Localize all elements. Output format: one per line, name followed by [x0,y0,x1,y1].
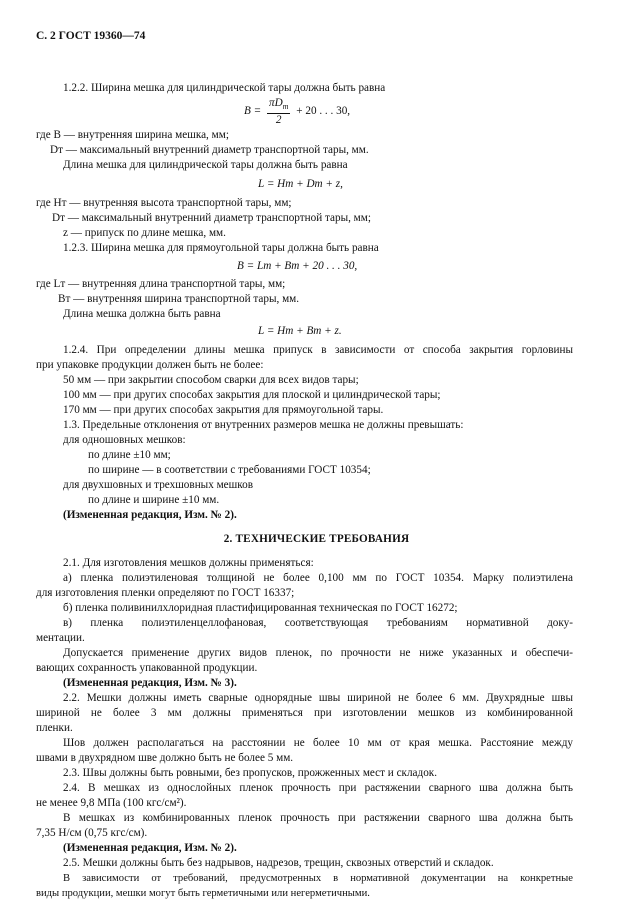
clause-2-2-line-2: шириной не более 3 мм должны применяться при изготовлении мешков из комбинированной [36,707,573,719]
amendment-note-1: (Измененная редакция, Изм. № 2). [63,509,237,521]
length-cylindrical: Длина мешка для цилиндрической тары должна быть равна [63,159,348,171]
tolerance-width: по ширине — в соответствии с требованиями ГОСТ 10354; [88,464,371,476]
clause-1-3: 1.3. Предельные отклонения от внутренних размеров мешка не должны превышать: [63,419,464,431]
clause-2-1-d-line-1: Допускается применение других видов пленок, по прочности не ниже указанных и обеспечи- [63,647,573,659]
clause-2-1-a-line-1: а) пленка полиэтиленовая толщиной не более 0,100 мм по ГОСТ 10354. Марку полиэтилена [63,572,573,584]
clause-2-2-b-line-1: Шов должен располагаться на расстоянии не более 10 мм от края мешка. Расстояние между [63,737,573,749]
clause-2-2-b-line-2: швами в двухрядном шве должно быть не более 5 мм. [36,752,294,764]
def1-line-2: Dт — максимальный внутренний диаметр транспортной тары, мм. [50,144,369,156]
double-seam-bags: для двухшовных и трехшовных мешков [63,479,253,491]
page-header: С. 2 ГОСТ 19360—74 [36,30,146,42]
clause-2-1-c-line-2: ментации. [36,632,85,644]
clause-1-2-4-line-2: при упаковке продукции должен быть не более: [36,359,264,371]
formula-1-rhs: + 20 . . . 30, [296,105,351,118]
clause-2-2-line-3: пленки. [36,722,73,734]
def1-line-1: где B — внутренняя ширина мешка, мм; [36,129,229,141]
formula-1-fraction [267,97,290,126]
allowance-item: 170 мм — при других способах закрытия для прямоугольной тары. [63,404,384,416]
single-seam-bags: для одношовных мешков: [63,434,186,446]
def3-line-1: где Lт — внутренняя длина транспортной тары, мм; [36,278,286,290]
clause-1-2-2: 1.2.2. Ширина мешка для цилиндрической тары должна быть равна [63,82,386,94]
clause-2-1-b: б) пленка поливинилхлоридная пластифицированная техническая по ГОСТ 16272; [63,602,458,614]
clause-2-5: 2.5. Мешки должны быть без надрывов, надрезов, трещин, сквозных отверстий и складок. [63,857,494,869]
clause-1-2-3: 1.2.3. Ширина мешка для прямоугольной тары должна быть равна [63,242,379,254]
clause-2-4-b-line-1: В мешках из комбинированных пленок прочность при растяжении сварного шва должна быть [63,812,573,824]
tolerance-length-width: по длине и ширине ±10 мм. [88,494,220,506]
clause-2-1-c-line-1: в) пленка полиэтиленцеллофановая, соответствующая требованиям нормативной доку- [63,617,573,629]
clause-2-4-line-1: 2.4. В мешках из однослойных пленок прочность при растяжении сварного шва должна быть [63,782,573,794]
formula-1-sub: т [282,102,289,112]
clause-2-4-line-2: не менее 9,8 МПа (100 кгс/см²). [36,797,187,809]
formula-1-numerator: πD [268,97,283,109]
clause-2-5-b-line-1: В зависимости от требований, предусмотренных в нормативной документации на конкретные [63,873,573,884]
clause-2-2-line-1: 2.2. Мешки должны иметь сварные однорядные швы шириной не более 6 мм. Двухрядные швы [63,692,573,704]
formula-1-denominator: 2 [275,114,282,127]
clause-2-3: 2.3. Швы должны быть ровными, без пропусков, прожженных мест и складок. [63,767,438,779]
clause-2-1-d-line-2: вающих сохранность упакованной продукции. [36,662,258,674]
allowance-item: 50 мм — при закрытии способом сварки для всех видов тары; [63,374,359,386]
length-bag: Длина мешка должна быть равна [63,308,221,320]
amendment-note-3: (Измененная редакция, Изм. № 2). [63,842,237,854]
amendment-note-2: (Измененная редакция, Изм. № 3). [63,677,237,689]
clause-1-2-4-line-1: 1.2.4. При определении длины мешка припуск в зависимости от способа закрытия горловины [63,344,573,356]
def2-line-1: где Hт — внутренняя высота транспортной тары, мм; [36,197,292,209]
allowance-item: 100 мм — при других способах закрытия для плоской и цилиндрической тары; [63,389,441,401]
clause-2-1-a-line-2: для изготовления пленки определяют по ГОСТ 16337; [36,587,295,599]
formula-1-lhs: B = [244,105,262,118]
def2-line-2: Dт — максимальный внутренний диаметр транспортной тары, мм; [52,212,371,224]
tolerance-length: по длине ±10 мм; [88,449,171,461]
formula-4: L = Hт + Bт + z. [258,325,342,337]
clause-2-1: 2.1. Для изготовления мешков должны применяться: [63,557,314,569]
section-2-heading: 2. ТЕХНИЧЕСКИЕ ТРЕБОВАНИЯ [223,533,410,545]
def3-line-2: Bт — внутренняя ширина транспортной тары, мм. [58,293,300,305]
clause-2-5-b-line-2: виды продукции, мешки могут быть герметичными или негерметичными. [36,888,370,899]
clause-2-4-b-line-2: 7,35 Н/см (0,75 кгс/см). [36,827,148,839]
def2-line-3: z — припуск по длине мешка, мм. [63,227,226,239]
formula-3: B = Lт + Bт + 20 . . . 30, [237,260,358,272]
formula-1 [244,97,350,126]
formula-2: L = Hт + Dт + z, [258,178,343,190]
